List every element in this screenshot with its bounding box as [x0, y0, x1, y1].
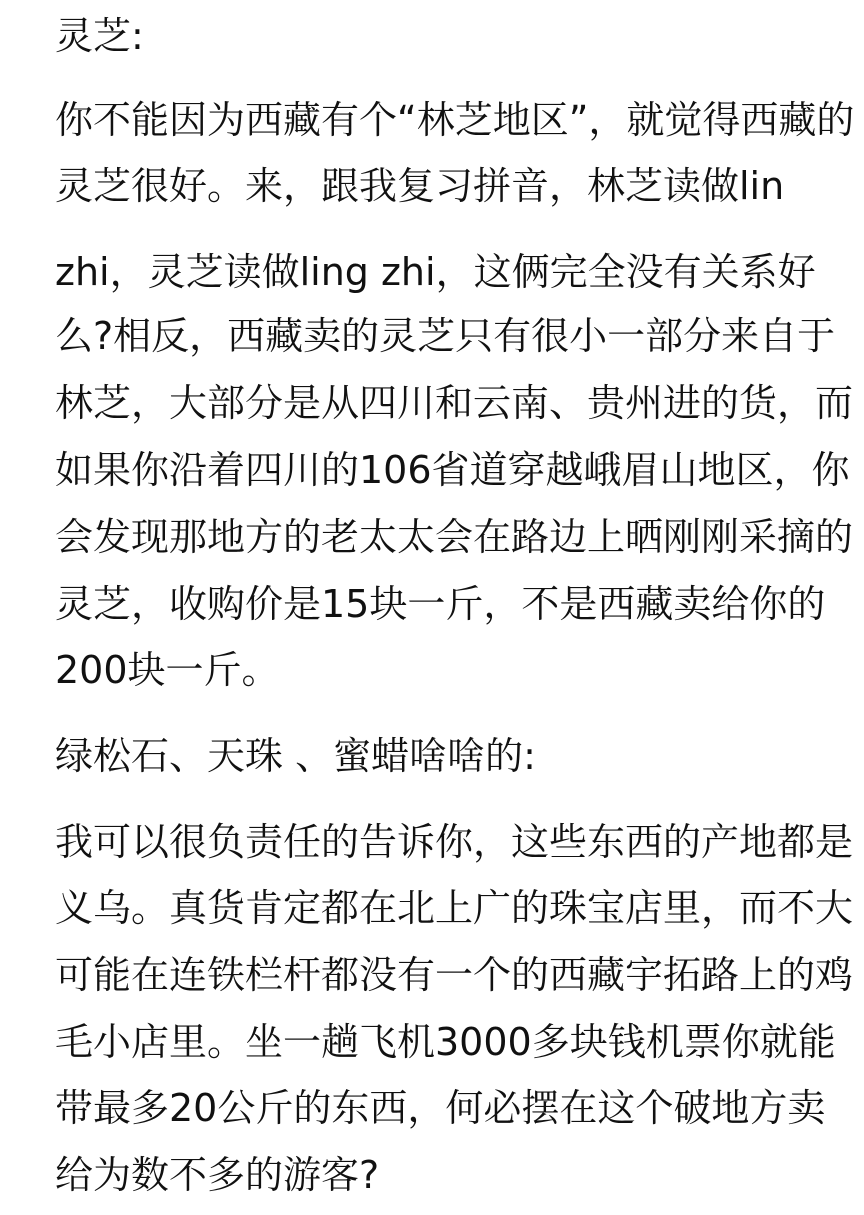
paragraph-line: 可能在连铁栏杆都没有一个的西藏宇拓路上的鸡	[55, 953, 854, 997]
section-heading-lingzhi: 灵芝:	[55, 14, 144, 58]
paragraph-line: zhi，灵芝读做ling zhi，这俩完全没有关系好	[55, 250, 816, 294]
paragraph-line: 200块一斤。	[55, 648, 280, 692]
paragraph-line: 义乌。真货肯定都在北上广的珠宝店里，而不大	[55, 886, 854, 930]
paragraph-line: 如果你沿着四川的106省道穿越峨眉山地区，你	[55, 448, 850, 492]
paragraph-line: 林芝，大部分是从四川和云南、贵州进的货，而	[55, 381, 854, 425]
paragraph-line: 你不能因为西藏有个“林芝地区”，就觉得西藏的	[55, 98, 855, 142]
paragraph-line: 给为数不多的游客?	[55, 1153, 380, 1197]
paragraph-line: 我可以很负责任的告诉你，这些东西的产地都是	[55, 820, 854, 864]
section-heading-turquoise: 绿松石、天珠 、蜜蜡啥啥的:	[55, 734, 536, 778]
paragraph-line: 么?相反，西藏卖的灵芝只有很小一部分来自于	[55, 314, 836, 358]
paragraph-line: 灵芝，收购价是15块一斤，不是西藏卖给你的	[55, 582, 826, 626]
paragraph-line: 会发现那地方的老太太会在路边上晒刚刚采摘的	[55, 515, 854, 559]
paragraph-line: 灵芝很好。来，跟我复习拼音，林芝读做lin	[55, 164, 785, 208]
paragraph-line: 带最多20公斤的东西，何必摆在这个破地方卖	[55, 1086, 826, 1130]
paragraph-line: 毛小店里。坐一趟飞机3000多块钱机票你就能	[55, 1020, 836, 1064]
